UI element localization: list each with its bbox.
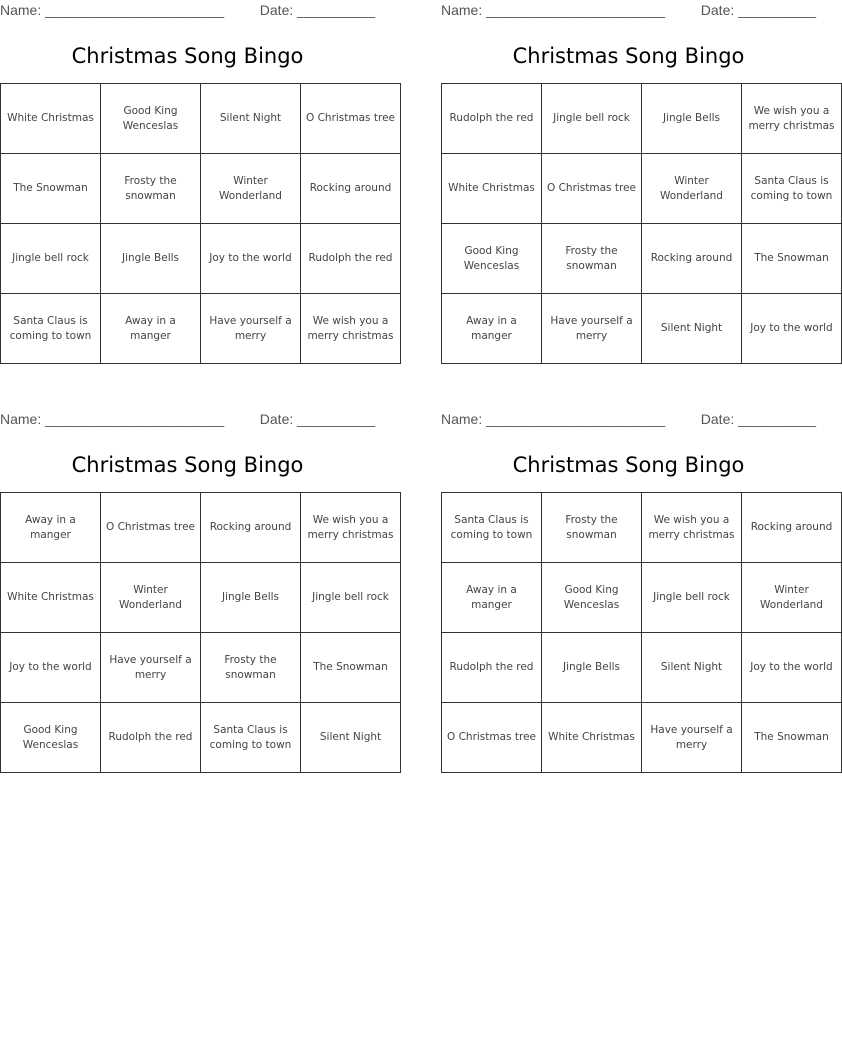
bingo-cell: Winter Wonderland <box>742 563 842 633</box>
bingo-cell: Jingle Bells <box>642 84 742 154</box>
bingo-cell: Joy to the world <box>742 633 842 703</box>
bingo-cell: Good King Wenceslas <box>442 224 542 294</box>
date-field: Date: __________ <box>700 411 816 427</box>
bingo-cell: O Christmas tree <box>442 703 542 773</box>
bingo-cell: We wish you a merry christmas <box>742 84 842 154</box>
card-title: Christmas Song Bingo <box>71 453 304 477</box>
bingo-cell: Rocking around <box>201 493 301 563</box>
bingo-cell: Have yourself a merry <box>101 633 201 703</box>
bingo-cell: Winter Wonderland <box>201 154 301 224</box>
bingo-cell: White Christmas <box>1 563 101 633</box>
card-header <box>0 2 375 20</box>
bingo-grid <box>441 492 842 773</box>
bingo-cell: Have yourself a merry <box>642 703 742 773</box>
bingo-cell: Rocking around <box>742 493 842 563</box>
bingo-cell: Jingle bell rock <box>1 224 101 294</box>
bingo-cell: Away in a manger <box>1 493 101 563</box>
bingo-cell: The Snowman <box>742 224 842 294</box>
grid-row <box>442 563 842 633</box>
bingo-cell: Rudolph the red <box>442 633 542 703</box>
bingo-cell: Frosty the snowman <box>542 493 642 563</box>
bingo-cell: We wish you a merry christmas <box>301 493 401 563</box>
bingo-cell: O Christmas tree <box>301 84 401 154</box>
bingo-grid <box>441 83 842 364</box>
grid-row <box>1 563 401 633</box>
bingo-cell: We wish you a merry christmas <box>642 493 742 563</box>
bingo-cell: We wish you a merry christmas <box>301 294 401 364</box>
grid-row <box>442 703 842 773</box>
bingo-cell: The Snowman <box>742 703 842 773</box>
bingo-cell: Good King Wenceslas <box>101 84 201 154</box>
name-field: Name: _______________________ <box>0 411 225 427</box>
card-title: Christmas Song Bingo <box>512 44 745 68</box>
bingo-cell: Silent Night <box>201 84 301 154</box>
bingo-card <box>0 409 394 773</box>
grid-row <box>442 154 842 224</box>
bingo-cell: Jingle Bells <box>542 633 642 703</box>
bingo-cell: Winter Wonderland <box>642 154 742 224</box>
bingo-cell: Joy to the world <box>201 224 301 294</box>
card-header <box>441 411 816 429</box>
grid-row <box>1 633 401 703</box>
bingo-cell: Away in a manger <box>442 563 542 633</box>
card-title: Christmas Song Bingo <box>71 44 304 68</box>
grid-row <box>442 84 842 154</box>
bingo-cell: Rudolph the red <box>301 224 401 294</box>
name-field: Name: _______________________ <box>0 2 225 18</box>
bingo-cell: Frosty the snowman <box>101 154 201 224</box>
grid-row <box>1 493 401 563</box>
bingo-cell: Santa Claus is coming to town <box>201 703 301 773</box>
bingo-grid <box>0 83 401 364</box>
grid-row <box>1 703 401 773</box>
bingo-cell: Silent Night <box>642 633 742 703</box>
bingo-cell: Joy to the world <box>742 294 842 364</box>
bingo-cell: Santa Claus is coming to town <box>442 493 542 563</box>
card-title: Christmas Song Bingo <box>512 453 745 477</box>
bingo-cell: White Christmas <box>542 703 642 773</box>
bingo-cell: Good King Wenceslas <box>542 563 642 633</box>
bingo-cell: Away in a manger <box>101 294 201 364</box>
bingo-card <box>0 0 395 364</box>
name-field: Name: _______________________ <box>441 2 666 18</box>
grid-row <box>1 154 401 224</box>
bingo-cell: Rudolph the red <box>101 703 201 773</box>
bingo-card <box>441 0 835 364</box>
bingo-cell: Santa Claus is coming to town <box>742 154 842 224</box>
card-header <box>441 2 816 20</box>
date-field: Date: __________ <box>259 2 375 18</box>
bingo-cell: Winter Wonderland <box>101 563 201 633</box>
bingo-cell: The Snowman <box>301 633 401 703</box>
bingo-cell: White Christmas <box>442 154 542 224</box>
bingo-cell: Silent Night <box>301 703 401 773</box>
date-field: Date: __________ <box>700 2 816 18</box>
bingo-cell: Good King Wenceslas <box>1 703 101 773</box>
grid-row <box>1 294 401 364</box>
bingo-cell: O Christmas tree <box>101 493 201 563</box>
grid-row <box>1 84 401 154</box>
grid-row <box>442 294 842 364</box>
card-header <box>0 411 375 429</box>
bingo-cell: Jingle Bells <box>201 563 301 633</box>
bingo-cell: Jingle Bells <box>101 224 201 294</box>
bingo-cell: Jingle bell rock <box>542 84 642 154</box>
bingo-cell: Silent Night <box>642 294 742 364</box>
bingo-cell: Rocking around <box>301 154 401 224</box>
bingo-cell: Frosty the snowman <box>201 633 301 703</box>
bingo-cell: Jingle bell rock <box>301 563 401 633</box>
grid-row <box>1 224 401 294</box>
bingo-grid <box>0 492 401 773</box>
bingo-cell: Rudolph the red <box>442 84 542 154</box>
grid-row <box>442 224 842 294</box>
grid-row <box>442 633 842 703</box>
bingo-cell: Joy to the world <box>1 633 101 703</box>
bingo-cell: White Christmas <box>1 84 101 154</box>
grid-row <box>442 493 842 563</box>
bingo-cell: O Christmas tree <box>542 154 642 224</box>
bingo-cell: Rocking around <box>642 224 742 294</box>
name-field: Name: _______________________ <box>441 411 666 427</box>
bingo-cell: Away in a manger <box>442 294 542 364</box>
bingo-card <box>441 409 833 773</box>
bingo-cell: Jingle bell rock <box>642 563 742 633</box>
bingo-cell: Have yourself a merry <box>201 294 301 364</box>
bingo-cell: Have yourself a merry <box>542 294 642 364</box>
bingo-cell: The Snowman <box>1 154 101 224</box>
date-field: Date: __________ <box>259 411 375 427</box>
bingo-cell: Santa Claus is coming to town <box>1 294 101 364</box>
bingo-cell: Frosty the snowman <box>542 224 642 294</box>
